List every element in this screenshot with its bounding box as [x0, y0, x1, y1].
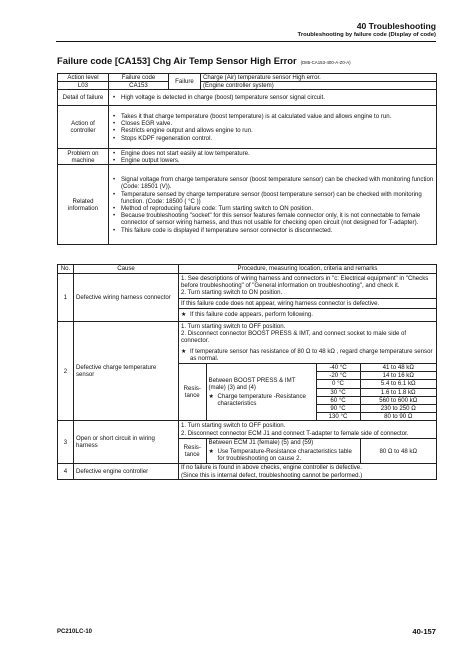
- cause-row: [58, 464, 437, 479]
- detail-item: • High voltage is detected in charge (boost) temperature sensor signal circuit.: [121, 94, 434, 101]
- page-header: [298, 21, 436, 38]
- cause-row: [58, 322, 437, 421]
- related-item: • Signal voltage from charge temperature sensor (boost temperature sensor) can be checked with monitoring function (Code: 18501 (V)).: [121, 176, 434, 190]
- star-text: Use Temperature-Resistance characteristics table for troubleshooting on cause 2.: [217, 448, 352, 463]
- temp-cell: -40 °C: [316, 364, 360, 372]
- related-cell: [109, 165, 437, 245]
- star-icon: ★: [208, 393, 214, 401]
- action-item: • Closes EGR valve.: [121, 120, 434, 127]
- title-text: Failure code [CA153] Chg Air Temp Sensor High Error: [57, 55, 297, 66]
- temp-cell: 0 °C: [316, 380, 360, 388]
- cause-no: 1: [58, 274, 74, 322]
- resistance-value: 80 to 90 Ω: [360, 413, 436, 421]
- cause-no: 4: [58, 464, 74, 479]
- col-procedure-header: Procedure, measuring location, criteria and remarks: [179, 265, 437, 274]
- procedure-cell: [179, 274, 437, 322]
- resistance-label: Resis-tance: [179, 364, 206, 421]
- resistance-value: 80 Ω to 48 kΩ: [360, 438, 436, 463]
- failure-text-1: Charge (Air) temperature sensor High error.: [201, 74, 437, 82]
- cause-text: Defective engine controller: [74, 464, 179, 479]
- problem-label: Problem on machine: [58, 149, 109, 165]
- problem-cell: [109, 149, 437, 165]
- failure-code-value: CA153: [109, 82, 169, 90]
- between-text: Between ECM J1 (female) (5) and (59): [208, 438, 314, 446]
- cause-text: Defective charge temperature sensor: [74, 322, 179, 421]
- subsection-title: Troubleshooting by failure code (Display of code): [297, 32, 436, 38]
- cause-no: 3: [58, 421, 74, 464]
- footer-model: PC210LC-10: [57, 629, 93, 635]
- resistance-table: [179, 363, 436, 420]
- procedure-star: [209, 448, 358, 462]
- action-level-value: L03: [58, 82, 109, 90]
- temp-cell: 60 °C: [316, 396, 360, 404]
- title-ref-code: (D85-CA153-400-A-Z0-A): [300, 60, 351, 65]
- procedure-line: If no failure is found in above checks, engine controller is defective.: [181, 464, 362, 472]
- related-item: • Method of reproducing failure code: Turn starting switch to ON position.: [121, 205, 434, 212]
- char-note: [209, 393, 314, 407]
- resistance-value: 14 to 16 kΩ: [360, 372, 436, 380]
- problem-item: • Engine output lowers.: [121, 157, 434, 164]
- temp-cell: 30 °C: [316, 388, 360, 396]
- star-text: If temperature sensor has resistance of 80 Ω to 48 kΩ , regard charge temperature sensor as normal.: [190, 347, 433, 362]
- cause-no: 2: [58, 322, 74, 421]
- detail-cell: [109, 90, 437, 106]
- resistance-desc: [206, 364, 316, 421]
- header-rule: [56, 41, 436, 42]
- detail-label: Detail of failure: [58, 90, 109, 106]
- procedure-cell: [179, 322, 437, 421]
- star-text: If this failure code appears, perform following.: [190, 310, 313, 318]
- cause-row: [58, 421, 437, 464]
- resistance-value: 560 to 600 kΩ: [360, 396, 436, 404]
- procedure-step: 2. Turn starting switch to ON position.: [181, 289, 283, 297]
- col-no-header: No.: [58, 265, 74, 274]
- char-note-text: Charge temperature -Resistance characteristics: [217, 393, 306, 408]
- footer-page-number: 40-157: [412, 627, 436, 636]
- resistance-value: 1.6 to 1.8 kΩ: [360, 388, 436, 396]
- page-title: [57, 55, 351, 66]
- failure-label: Failure: [169, 74, 201, 90]
- failure-text-2: (Engine controller system): [201, 82, 437, 90]
- procedure-star: [179, 346, 436, 363]
- related-label: Related information: [58, 165, 109, 245]
- procedure-step: 2. Disconnect connector ECM J1 and connect T-adapter to female side of connector.: [181, 429, 409, 437]
- temp-cell: 90 °C: [316, 405, 360, 413]
- action-label: Action of controller: [58, 106, 109, 149]
- procedure-line: (Since this is internal defect, troubleshooting cannot be performed.): [181, 471, 363, 479]
- action-cell: [109, 106, 437, 149]
- col-cause-header: Cause: [74, 265, 179, 274]
- resistance-value: 41 to 48 kΩ: [360, 364, 436, 372]
- procedure-note: If this failure code does not appear, wiring harness connector is defective.: [179, 298, 436, 308]
- cause-table: [57, 264, 437, 480]
- temp-cell: 130 °C: [316, 413, 360, 421]
- action-level-label: Action level: [58, 74, 109, 82]
- section-title: 40 Troubleshooting: [356, 21, 436, 31]
- procedure-step: 1. See descriptions of wiring harness and connectors in "c: Electrical equipment" in "Checks before troubleshooting" of "General information on troubleshooting", and check it.: [181, 275, 429, 290]
- cause-text: Defective wiring harness connector: [74, 274, 179, 322]
- related-item: • This failure code is displayed if temperature sensor connector is disconnected.: [121, 227, 434, 234]
- star-icon: ★: [181, 310, 187, 318]
- star-icon: ★: [181, 347, 187, 355]
- resistance-desc: [206, 438, 360, 463]
- between-text: Between BOOST PRESS & IMT (male) (3) and (4): [208, 376, 296, 392]
- procedure-cell: [179, 421, 437, 464]
- procedure-step: 2. Disconnect connector BOOST PRESS & IMT, and connect socket to male side of connector.: [181, 330, 407, 345]
- cause-row: [58, 274, 437, 322]
- action-item: • Stops KDPF regeneration control.: [121, 135, 434, 142]
- resistance-value: 5.4 to 6.1 kΩ: [360, 380, 436, 388]
- procedure-star: [179, 308, 436, 321]
- action-item: • Takes it that charge temperature (boost temperature) is at calculated value and allows engine to run.: [121, 113, 434, 120]
- action-item: • Restricts engine output and allows engine to run.: [121, 127, 434, 134]
- temp-cell: -20 °C: [316, 372, 360, 380]
- procedure-step: 1. Turn starting switch to OFF position.: [181, 422, 286, 430]
- procedure-step: 1. Turn starting switch to OFF position.: [181, 323, 286, 331]
- procedure-cell: [179, 464, 437, 479]
- resistance-table: [179, 438, 436, 464]
- star-icon: ★: [208, 448, 214, 456]
- failure-code-label: Failure code: [109, 74, 169, 82]
- resistance-value: 230 to 250 Ω: [360, 405, 436, 413]
- resistance-label: Resis-tance: [179, 438, 206, 463]
- cause-text: Open or short circuit in wiring harness: [74, 421, 179, 464]
- info-table: [57, 73, 437, 245]
- related-item: • Because troubleshooting "socket" for this sensor features female connector only, it is not connectable to female connector of sensor wiring harness, and thus not usable for checking open circuit (not designed for T-adapter).: [121, 212, 434, 226]
- related-item: • Temperature sensed by charge temperature sensor (boost temperature sensor) can be checked with monitoring function. (Code: 18500 ( °C )): [121, 191, 434, 205]
- problem-item: • Engine does not start easily at low temperature.: [121, 150, 434, 157]
